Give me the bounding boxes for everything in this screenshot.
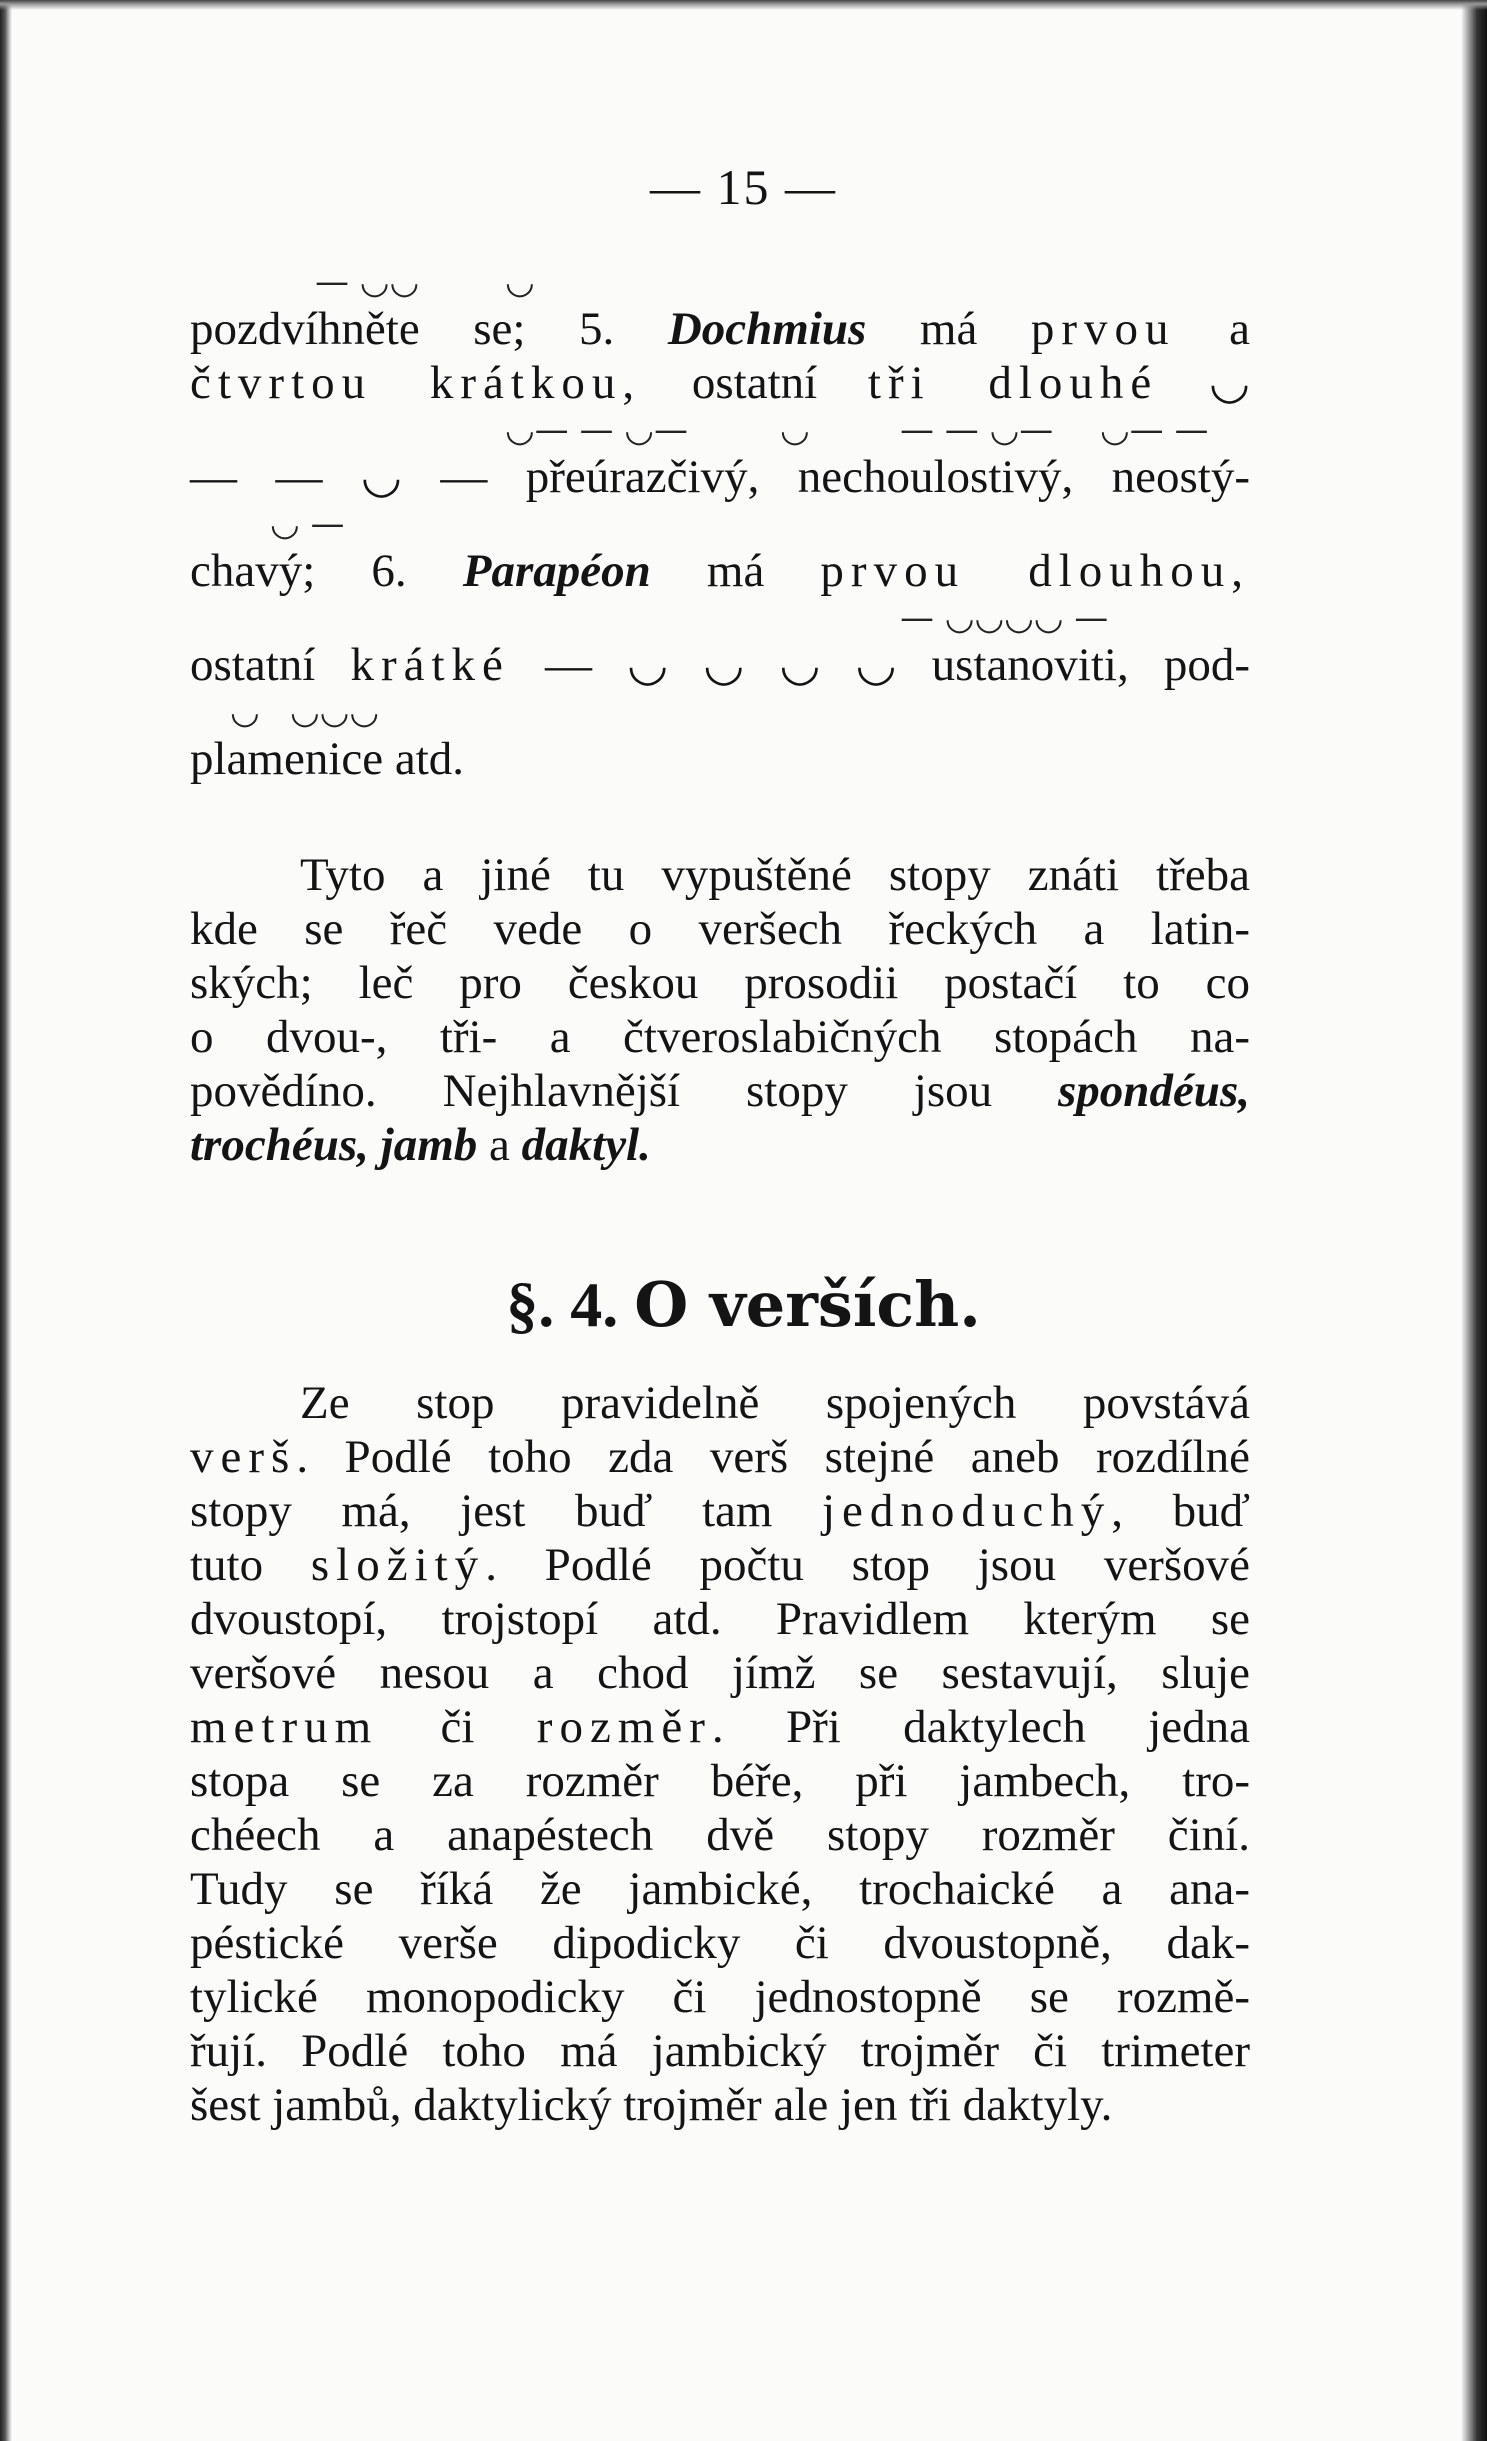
text-line: o dvou-, tři- a čtveroslabičných stopách na- <box>190 1011 1250 1063</box>
section-title: O verších. <box>634 1268 981 1341</box>
meter-row-4 <box>190 598 1250 638</box>
text-line: čtvrtou krátkou, ostatní tři dlouhé ◡ <box>190 357 1250 409</box>
section-heading <box>0 1268 1487 1342</box>
page-edge-right <box>1461 0 1487 2441</box>
text-line: stopy má, jest buď tam jednoduchý, buď <box>190 1485 1250 1537</box>
meter-marks: ◡ <box>780 410 810 450</box>
meter-marks: ◡◡◡ <box>290 692 380 732</box>
text-line: tylické monopodicky či jednostopně se rozmě- <box>190 1971 1250 2023</box>
text-line: stopa se za rozměr béře, při jambech, tro- <box>190 1755 1250 1807</box>
meter-row-5 <box>190 692 1250 732</box>
meter-marks: ◡— — ◡— <box>505 410 688 450</box>
section-number: §. 4. <box>506 1269 619 1340</box>
meter-row-2 <box>190 410 1250 450</box>
text-line: chéech a anapéstech dvě stopy rozměr činí. <box>190 1809 1250 1861</box>
meter-row-1 <box>190 262 1250 302</box>
text-line: ostatní krátké — ◡ ◡ ◡ ◡ ustanoviti, pod- <box>190 639 1250 691</box>
page-edge-top <box>0 0 1487 10</box>
text-line: metrum či rozměr. Při daktylech jedna <box>190 1701 1250 1753</box>
text-line: verš. Podlé toho zda verš stejné aneb rozdílné <box>190 1431 1250 1483</box>
text-line: péstické verše dipodicky či dvoustopně, dak- <box>190 1917 1250 1969</box>
paragraph-verses <box>190 1376 1250 2132</box>
meter-marks: ◡ <box>230 692 260 732</box>
text-line: dvoustopí, trojstopí atd. Pravidlem kterým se <box>190 1593 1250 1645</box>
page-number: — 15 — <box>650 159 837 215</box>
text-line: řují. Podlé toho má jambický trojměr či trimeter <box>190 2025 1250 2077</box>
text-line: tuto složitý. Podlé počtu stop jsou veršové <box>190 1539 1250 1591</box>
text-line: trochéus, jamb a daktyl. <box>190 1119 651 1171</box>
text-line: chavý; 6. Parapéon má prvou dlouhou, <box>190 545 1250 597</box>
text-line: — — ◡ — přeúrazčivý, nechoulostivý, neostý- <box>190 451 1250 503</box>
paragraph-main-feet <box>190 848 1250 1172</box>
text-line: plamenice atd. <box>190 733 465 785</box>
meter-marks: ◡ <box>505 262 535 302</box>
page-edge-left <box>0 0 12 2441</box>
meter-marks: — ◡◡ <box>315 262 420 302</box>
text-line: ských; leč pro českou prosodii postačí to co <box>190 957 1250 1009</box>
meter-marks: — ◡◡◡◡ — <box>900 598 1109 638</box>
text-line: povědíno. Nejhlavnější stopy jsou spondéus, <box>190 1065 1250 1117</box>
text-line: šest jambů, daktylický trojměr ale jen tři daktyly. <box>190 2079 1113 2131</box>
text-line: pozdvíhněte se; 5. Dochmius má prvou a <box>190 303 1250 355</box>
text-line: kde se řeč vede o veršech řeckých a latin- <box>190 903 1250 955</box>
text-line: Tyto a jiné tu vypuštěné stopy znáti třeba <box>300 849 1250 901</box>
text-line: Ze stop pravidelně spojených povstává <box>300 1377 1250 1429</box>
meter-row-3 <box>190 504 1250 544</box>
text-line: Tudy se říká že jambické, trochaické a ana- <box>190 1863 1250 1915</box>
text-line: veršové nesou a chod jímž se sestavují, sluje <box>190 1647 1250 1699</box>
meter-marks: ◡ — <box>270 504 345 544</box>
meter-marks: — — ◡— <box>900 410 1054 450</box>
meter-marks: ◡— — <box>1100 410 1209 450</box>
paragraph-feet-definitions <box>190 262 1250 786</box>
